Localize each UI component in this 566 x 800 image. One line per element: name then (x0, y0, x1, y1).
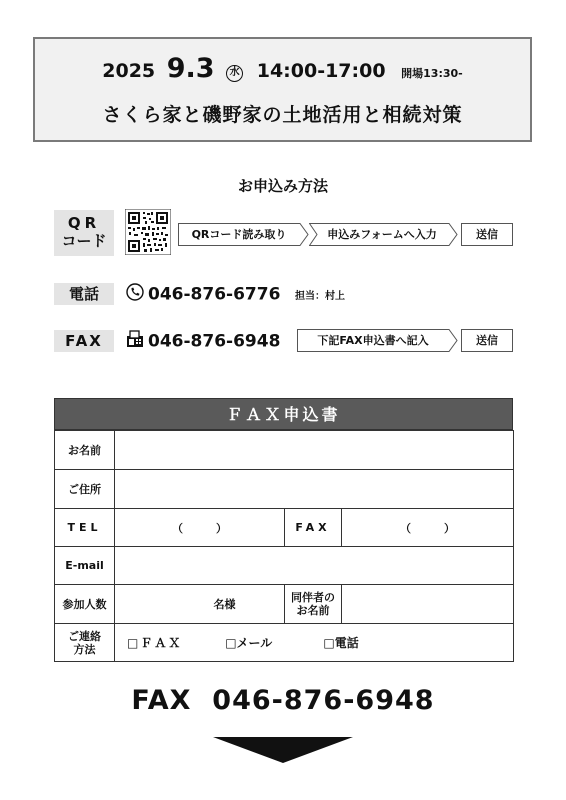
companion-label-line2: お名前 (296, 604, 330, 617)
contact-method-label (55, 624, 115, 662)
participants-unit: 名様 (213, 598, 236, 611)
name-label: お名前 (55, 431, 115, 470)
contact-method-options (115, 624, 514, 662)
qr-label (54, 210, 114, 256)
event-date: 9.3 (166, 53, 215, 84)
form-row-participants (55, 585, 514, 624)
companion-label (285, 585, 342, 624)
qr-code-icon[interactable] (125, 209, 171, 255)
event-year: 2025 (102, 60, 156, 82)
day-of-week-badge: 水 (226, 65, 243, 82)
event-header (33, 37, 532, 142)
event-title: さくら家と磯野家の土地活用と相続対策 (102, 104, 463, 126)
qr-label-line1: QR (67, 214, 101, 232)
qr-code-graphic (125, 209, 171, 255)
qr-step-form-label: 申込みフォームへ入力 (327, 228, 437, 241)
form-row-email (55, 547, 514, 585)
down-arrow-icon (213, 737, 353, 767)
fax-step-fill-label: 下記FAX申込書へ記入 (317, 334, 429, 347)
fax-label: FAX (54, 330, 114, 352)
form-title: ＦＡＸ申込書 (54, 398, 513, 430)
fax-field-label: FAX (285, 509, 342, 547)
fax-step-fill (297, 329, 458, 352)
qr-step-form (309, 223, 458, 246)
contact-option-email[interactable]: □メール (225, 636, 273, 650)
qr-step-read-label: QRコード読み取り (191, 228, 287, 241)
contact-method-label-line1: ご連絡 (68, 629, 101, 643)
participants-label: 参加人数 (55, 585, 115, 624)
companion-label-line1: 同伴者の (291, 591, 335, 604)
participants-field[interactable] (115, 585, 285, 624)
event-time: 14:00-17:00 (256, 60, 386, 82)
contact-person: 担当：村上 (295, 291, 345, 302)
fax-application-form (54, 398, 513, 662)
contact-method-label-line2: 方法 (73, 642, 96, 656)
address-field[interactable] (115, 470, 514, 509)
tel-label: TEL (55, 509, 115, 547)
tel-field[interactable]: （ ） (115, 509, 285, 547)
doors-open-time: 開場13:30- (401, 67, 463, 80)
contact-option-phone[interactable]: □電話 (323, 636, 359, 650)
fax-icon (126, 330, 144, 353)
form-row-address (55, 470, 514, 509)
email-field[interactable] (115, 547, 514, 585)
form-row-contact-method (55, 624, 514, 662)
fax-number: 046-876-6948 (148, 331, 281, 352)
qr-label-line2: コード (61, 232, 107, 250)
phone-label: 電話 (54, 283, 114, 305)
name-field[interactable] (115, 431, 514, 470)
phone-number: 046-876-6776 (148, 284, 281, 305)
fax-step-send: 送信 (461, 329, 513, 352)
form-row-tel-fax (55, 509, 514, 547)
methods-title: お申込み方法 (237, 177, 328, 195)
event-datetime (35, 53, 530, 84)
phone-icon (126, 283, 144, 306)
contact-option-fax[interactable]: □ＦＡＸ (127, 636, 183, 650)
form-row-name (55, 431, 514, 470)
form-table (54, 430, 514, 662)
address-label: ご住所 (55, 470, 115, 509)
companion-name-field[interactable] (342, 585, 514, 624)
fax-contact (126, 330, 280, 353)
phone-contact[interactable] (126, 283, 280, 306)
footer-fax-number: FAX 046-876-6948 (131, 685, 435, 716)
fax-field[interactable]: （ ） (342, 509, 514, 547)
qr-step-send: 送信 (461, 223, 513, 246)
qr-step-read (178, 223, 309, 246)
email-label: E-mail (55, 547, 115, 585)
